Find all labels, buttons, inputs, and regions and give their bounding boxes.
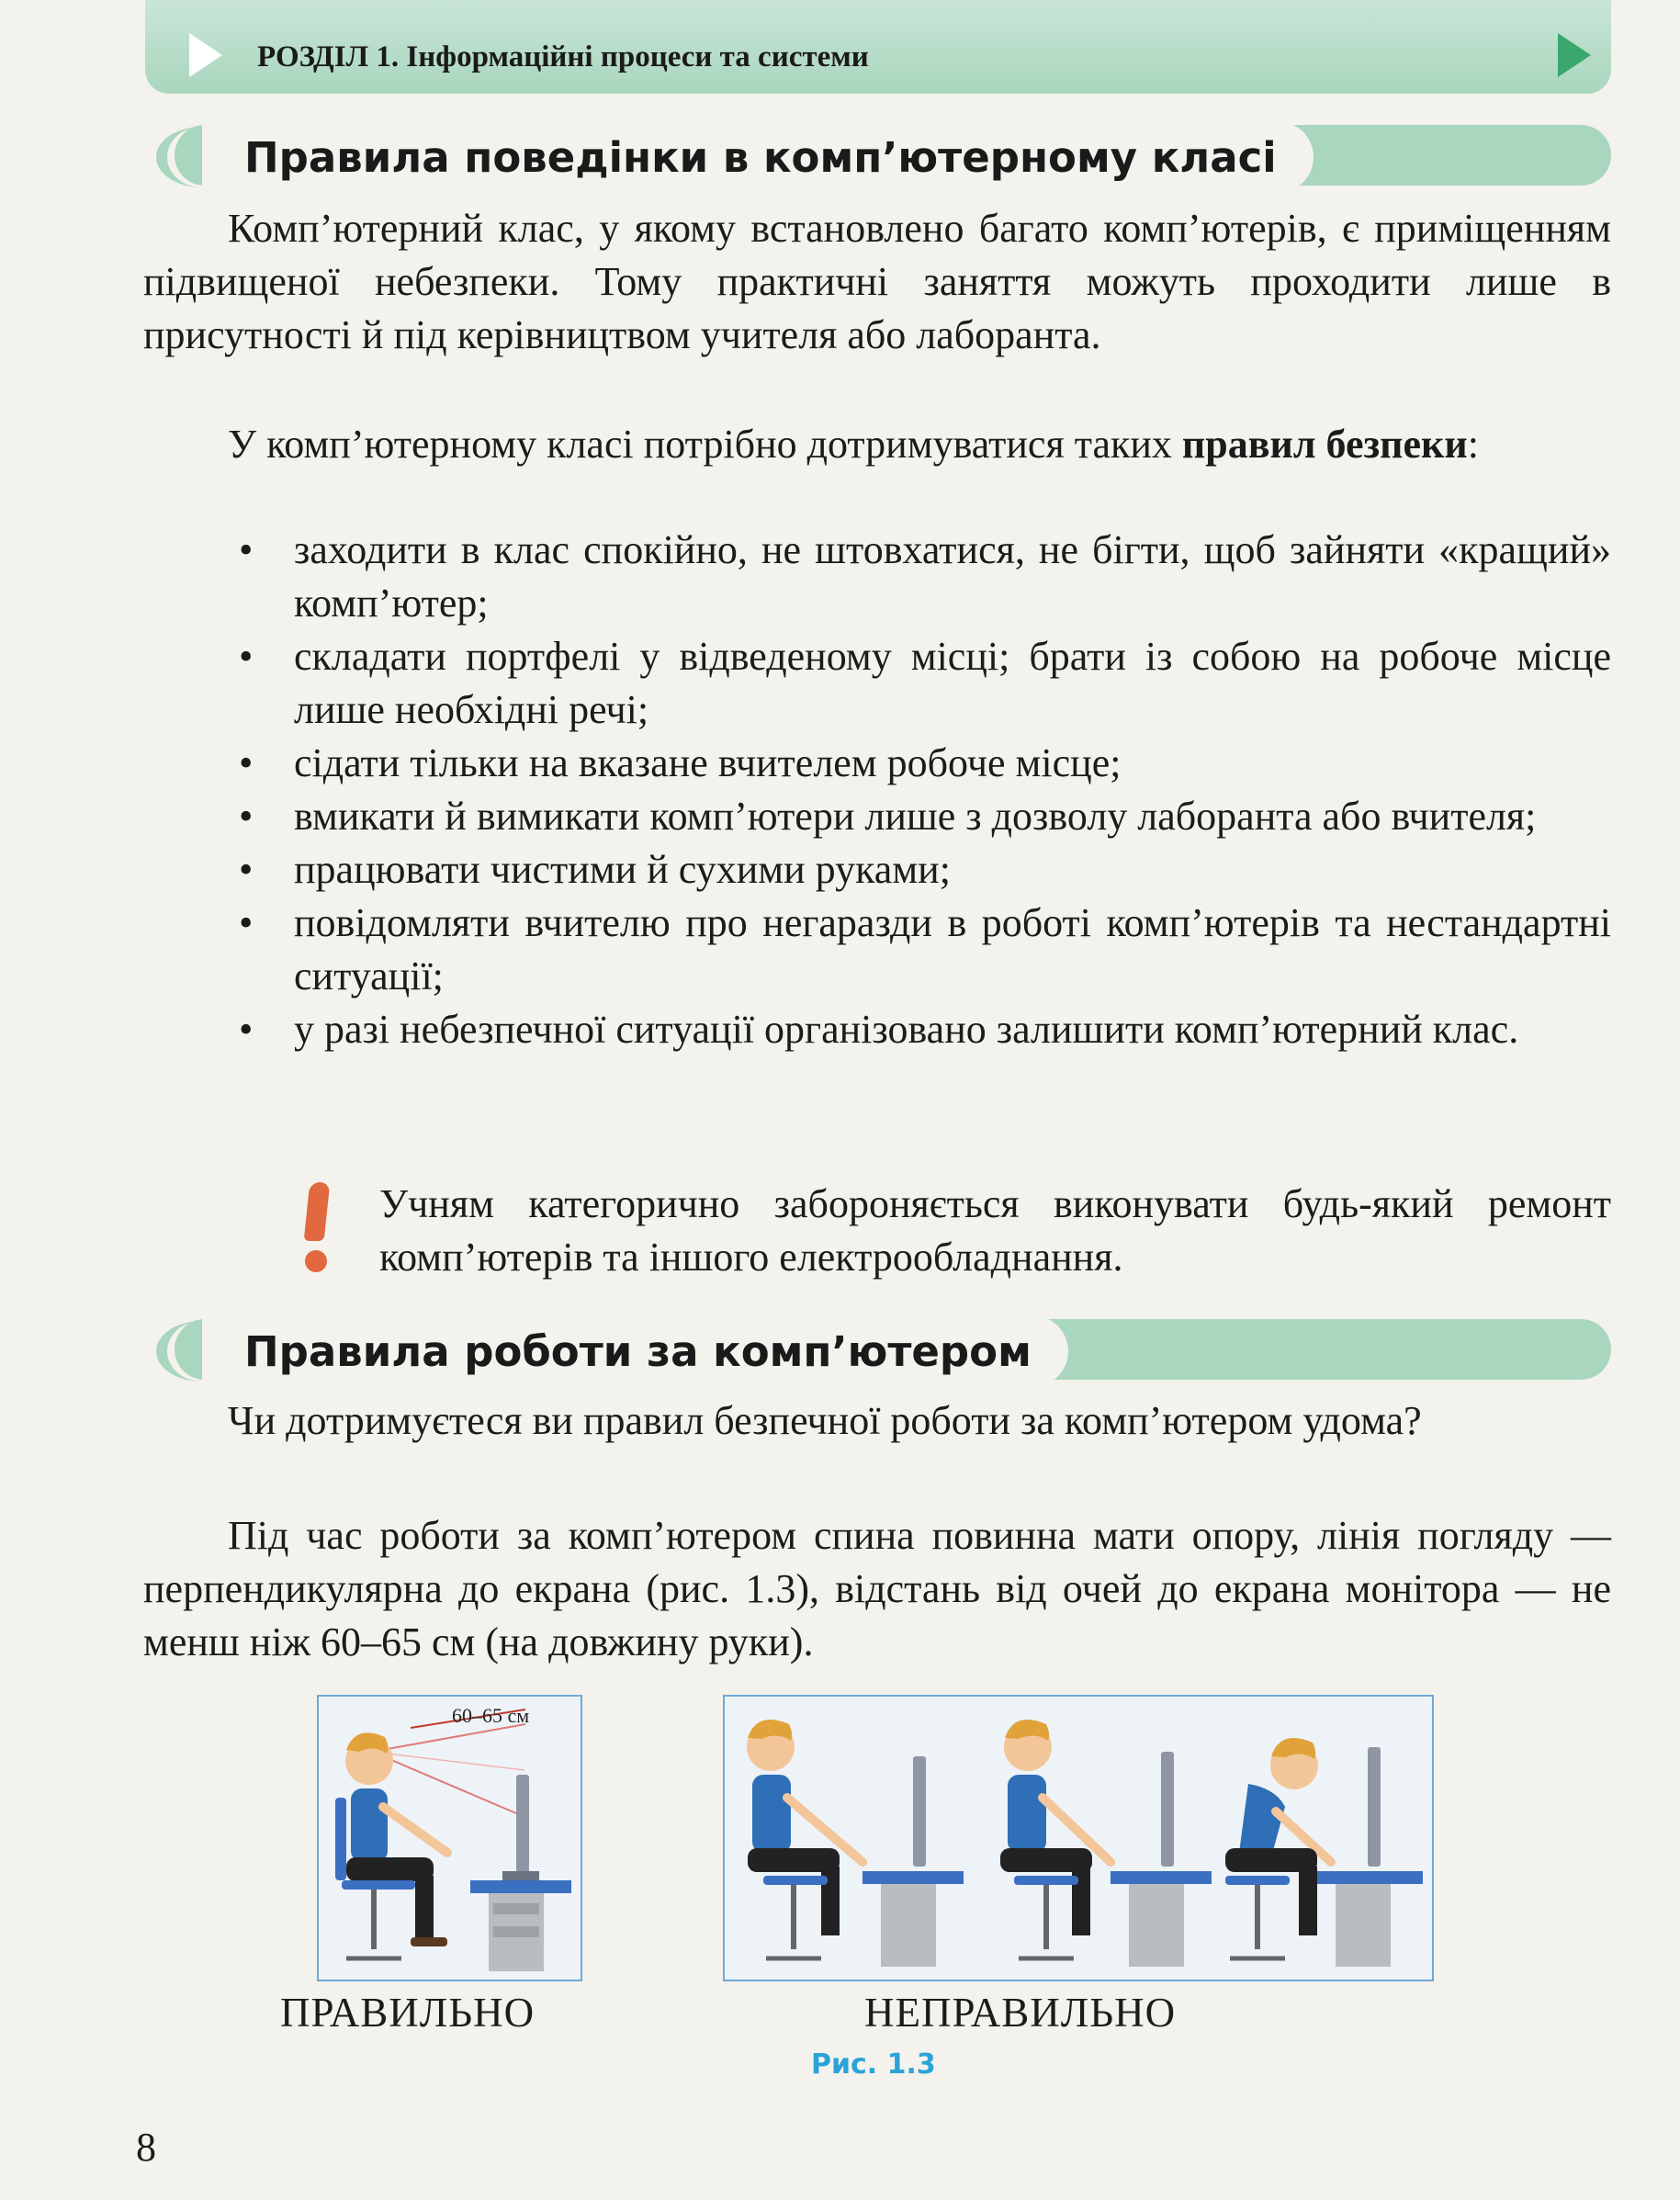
- page-number: 8: [136, 2125, 156, 2170]
- list-item: [143, 524, 1611, 630]
- list-item-text: складати портфелі у відведеному місці; брати із собою на робоче місце лише необхідні речі;: [294, 634, 1611, 732]
- bullet-icon: •: [239, 794, 254, 839]
- list-item-text: працювати чистими й сухими руками;: [294, 847, 951, 892]
- incorrect-posture-1: [747, 1720, 964, 1967]
- incorrect-posture-illustration: [725, 1697, 1432, 1980]
- warning-text: Учням категорично забороняється виконувати будь-який ремонт комп’ютерів та іншого електрообладнання.: [379, 1181, 1611, 1280]
- section-heading-computer-work: [147, 1315, 1611, 1387]
- incorrect-posture-3: [1225, 1738, 1423, 1967]
- list-item: [143, 1003, 1611, 1056]
- bullet-icon: •: [239, 1007, 254, 1052]
- bullet-icon: •: [239, 900, 254, 945]
- bullet-icon: •: [239, 527, 254, 572]
- chapter-title: РОЗДІЛ 1. Інформаційні процеси та системи: [257, 40, 869, 73]
- triangle-left-icon: [189, 33, 222, 77]
- incorrect-posture-2: [1000, 1720, 1212, 1967]
- paragraph-posture: Під час роботи за комп’ютером спина повинна мати опору, лінія погляду — перпендикулярна до екрана (рис. 1.3), відстань від очей до екрана монітора — не менш ніж 60–65 см (на довжину руки).: [143, 1513, 1611, 1664]
- incorrect-label: НЕПРАВИЛЬНО: [864, 1990, 1177, 2036]
- figure-incorrect-postures: [723, 1695, 1434, 1981]
- list-item-text: у разі небезпечної ситуації організовано залишити комп’ютерний клас.: [294, 1007, 1519, 1052]
- list-item: [143, 630, 1611, 737]
- chapter-header-bar: [145, 0, 1611, 94]
- figure-correct-posture: [317, 1695, 582, 1981]
- bullet-icon: •: [239, 740, 254, 785]
- figure-caption: Рис. 1.3: [811, 2048, 936, 2081]
- list-item: [143, 737, 1611, 790]
- paragraph-rules-intro: [143, 418, 1611, 471]
- paragraph-class-danger: Комп’ютерний клас, у якому встановлено багато комп’ютерів, є приміщенням підвищеної небезпеки. Тому практичні заняття можуть проходити лише в присутності й під керівництвом учителя або лаборанта.: [143, 206, 1611, 357]
- safety-rules-list: [143, 524, 1611, 1056]
- list-item-text: заходити в клас спокійно, не штовхатися, не бігти, щоб зайняти «кращий» комп’ютер;: [294, 527, 1611, 626]
- section-title: Правила поведінки в комп’ютерному класі: [202, 121, 1314, 193]
- rules-intro-bold: правил безпеки: [1181, 422, 1468, 467]
- distance-label: 60–65 см: [452, 1704, 530, 1727]
- list-item-text: повідомляти вчителю про негаразди в роботі комп’ютерів та нестандартні ситуації;: [294, 900, 1611, 998]
- list-item-text: вмикати й вимикати комп’ютери лише з дозволу лаборанта або вчителя;: [294, 794, 1537, 839]
- list-item: [143, 790, 1611, 843]
- paragraph-question: Чи дотримуєтеся ви правил безпечної роботи за комп’ютером удома?: [228, 1398, 1422, 1443]
- correct-posture-illustration: [319, 1697, 581, 1980]
- correct-label: ПРАВИЛЬНО: [280, 1990, 536, 2036]
- bullet-icon: •: [239, 847, 254, 892]
- rules-intro-text: У комп’ютерному класі потрібно дотримуватися таких: [228, 422, 1182, 467]
- exclamation-icon: [299, 1182, 336, 1274]
- section-title: Правила роботи за комп’ютером: [202, 1315, 1068, 1387]
- bullet-icon: •: [239, 634, 254, 679]
- list-item: [143, 843, 1611, 897]
- triangle-right-icon: [1558, 33, 1591, 77]
- exclamation-bar: [304, 1182, 331, 1241]
- list-item: [143, 897, 1611, 1003]
- rules-intro-colon: :: [1467, 422, 1479, 467]
- list-item-text: сідати тільки на вказане вчителем робоче місце;: [294, 740, 1122, 785]
- section-heading-behavior: [147, 121, 1611, 193]
- exclamation-dot: [305, 1250, 327, 1272]
